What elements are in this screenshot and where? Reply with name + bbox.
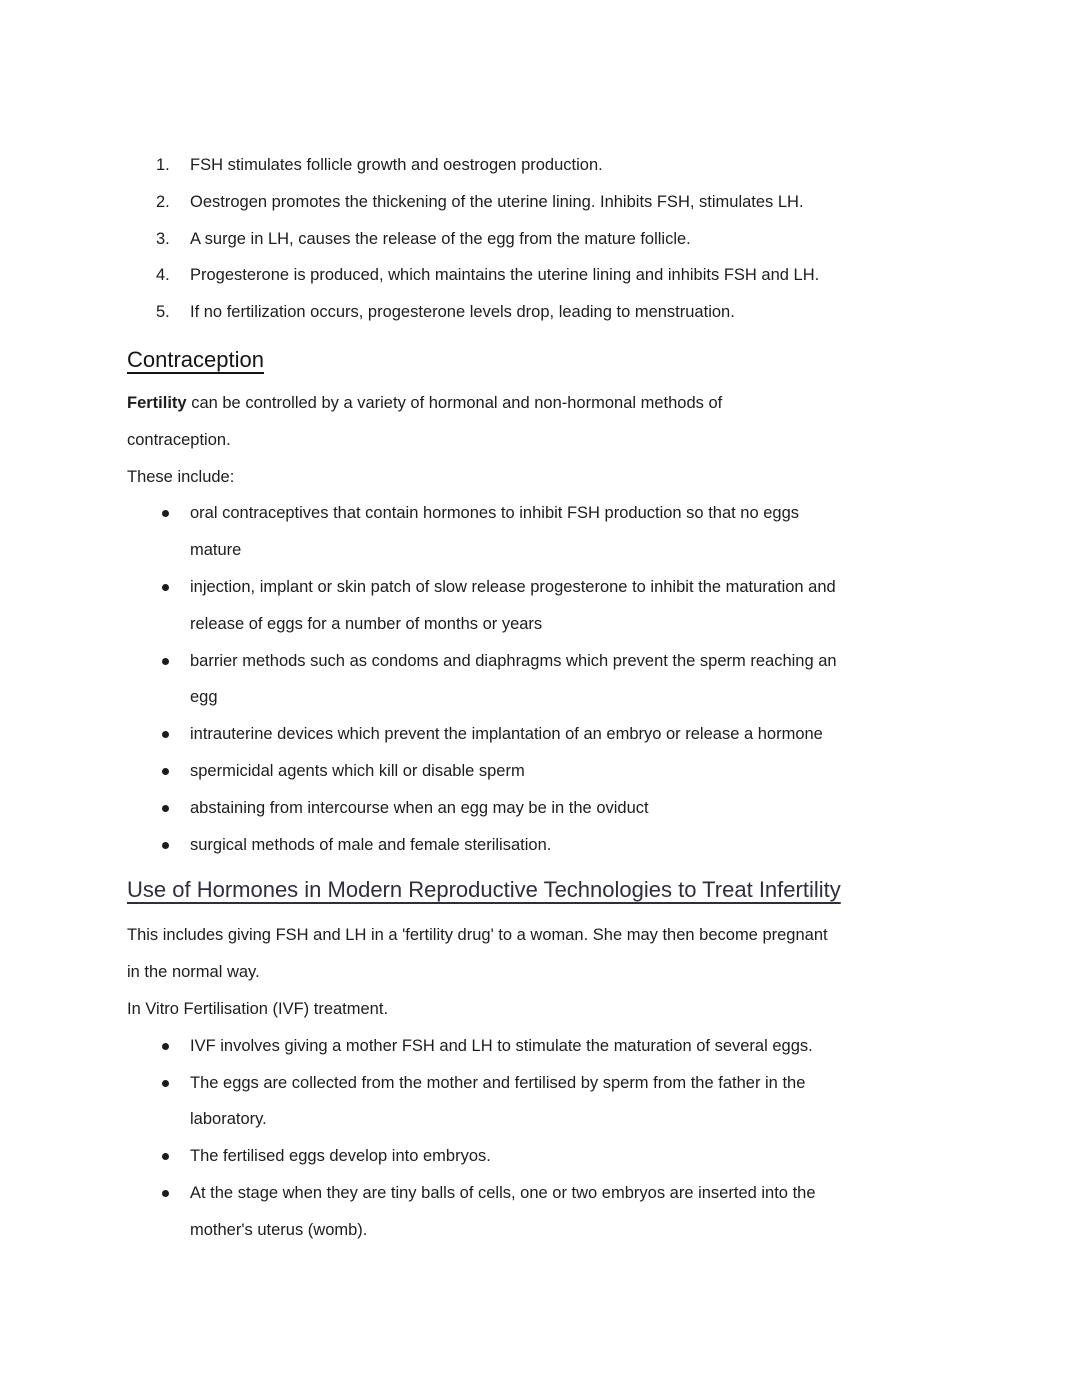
bullet-line: injection, implant or skin patch of slow release progesterone to inhibit the maturation and — [190, 577, 836, 596]
bullet-icon — [162, 658, 169, 665]
section-heading-hormones-infertility: Use of Hormones in Modern Reproductive Technologies to Treat Infertility — [127, 877, 841, 903]
method-surgical — [127, 827, 950, 864]
fertility-drug-paragraph — [127, 917, 950, 991]
bullet-icon — [162, 842, 169, 849]
ivf-treatment-label: In Vitro Fertilisation (IVF) treatment. — [127, 999, 389, 1018]
bullet-line: The fertilised eggs develop into embryos. — [190, 1147, 491, 1166]
cycle-step-text: Progesterone is produced, which maintains the uterine lining and inhibits FSH and LH. — [190, 266, 820, 285]
bullet-line: release of eggs for a number of months or years — [190, 614, 543, 633]
ivf-point-stimulation — [127, 1028, 950, 1065]
cycle-step-3 — [127, 221, 950, 258]
bullet-line: spermicidal agents which kill or disable sperm — [190, 761, 525, 780]
bullet-icon — [162, 1043, 169, 1050]
bullet-line: mature — [190, 541, 242, 560]
method-barrier — [127, 643, 950, 717]
bullet-line: mother's uterus (womb). — [190, 1220, 368, 1239]
bullet-line: laboratory. — [190, 1110, 267, 1129]
list-number: 4. — [156, 266, 170, 285]
method-abstaining — [127, 790, 950, 827]
bullet-line: IVF involves giving a mother FSH and LH to stimulate the maturation of several eggs. — [190, 1036, 813, 1055]
bullet-icon — [162, 731, 169, 738]
cycle-step-2 — [127, 184, 950, 221]
these-include-label: These include: — [127, 467, 235, 486]
hormone-cycle-list — [127, 147, 950, 331]
bullet-icon — [162, 584, 169, 591]
paragraph-line: in the normal way. — [127, 963, 260, 982]
ivf-point-embryos — [127, 1138, 950, 1175]
fertility-bold-text: Fertility — [127, 393, 187, 412]
list-number: 1. — [156, 156, 170, 174]
list-number: 2. — [156, 192, 170, 211]
bullet-line: surgical methods of male and female sterilisation. — [190, 835, 552, 854]
paragraph-text: can be controlled by a variety of hormonal and non-hormonal methods of — [186, 393, 723, 412]
bullet-line: At the stage when they are tiny balls of cells, one or two embryos are inserted into the — [190, 1183, 816, 1202]
bullet-icon — [162, 768, 169, 775]
bullet-line: egg — [190, 688, 218, 707]
ivf-point-collection — [127, 1065, 950, 1139]
method-injection-implant-patch — [127, 569, 950, 643]
list-number: 5. — [156, 303, 170, 322]
contraception-methods-list — [127, 495, 950, 863]
cycle-step-1 — [127, 147, 950, 184]
bullet-icon — [162, 1153, 169, 1160]
method-spermicidal — [127, 753, 950, 790]
bullet-icon — [162, 1190, 169, 1197]
cycle-step-text: A surge in LH, causes the release of the egg from the mature follicle. — [190, 229, 691, 248]
method-intrauterine — [127, 716, 950, 753]
cycle-step-text: If no fertilization occurs, progesterone levels drop, leading to menstruation. — [190, 303, 735, 322]
cycle-step-5 — [127, 294, 950, 331]
bullet-icon — [162, 510, 169, 517]
ivf-points-list — [127, 1028, 950, 1249]
section-heading-contraception: Contraception — [127, 346, 264, 372]
paragraph-line: This includes giving FSH and LH in a 'fertility drug' to a woman. She may then become pregnant — [127, 926, 828, 945]
cycle-step-text: Oestrogen promotes the thickening of the uterine lining. Inhibits FSH, stimulates LH. — [190, 192, 804, 211]
list-number: 3. — [156, 229, 170, 248]
paragraph-line: contraception. — [127, 430, 231, 449]
bullet-icon — [162, 805, 169, 812]
bullet-line: oral contraceptives that contain hormones to inhibit FSH production so that no eggs — [190, 504, 800, 523]
method-oral-contraceptives — [127, 495, 950, 569]
bullet-line: The eggs are collected from the mother and fertilised by sperm from the father in the — [190, 1073, 806, 1092]
contraception-intro-paragraph — [127, 385, 950, 459]
cycle-step-4 — [127, 257, 950, 294]
cycle-step-text: FSH stimulates follicle growth and oestrogen production. — [190, 156, 603, 174]
bullet-line: barrier methods such as condoms and diaphragms which prevent the sperm reaching an — [190, 651, 837, 670]
bullet-icon — [162, 1080, 169, 1087]
bullet-line: intrauterine devices which prevent the implantation of an embryo or release a hormone — [190, 725, 823, 744]
bullet-line: abstaining from intercourse when an egg may be in the oviduct — [190, 798, 649, 817]
ivf-point-insertion — [127, 1175, 950, 1249]
paragraph-line — [127, 385, 950, 422]
